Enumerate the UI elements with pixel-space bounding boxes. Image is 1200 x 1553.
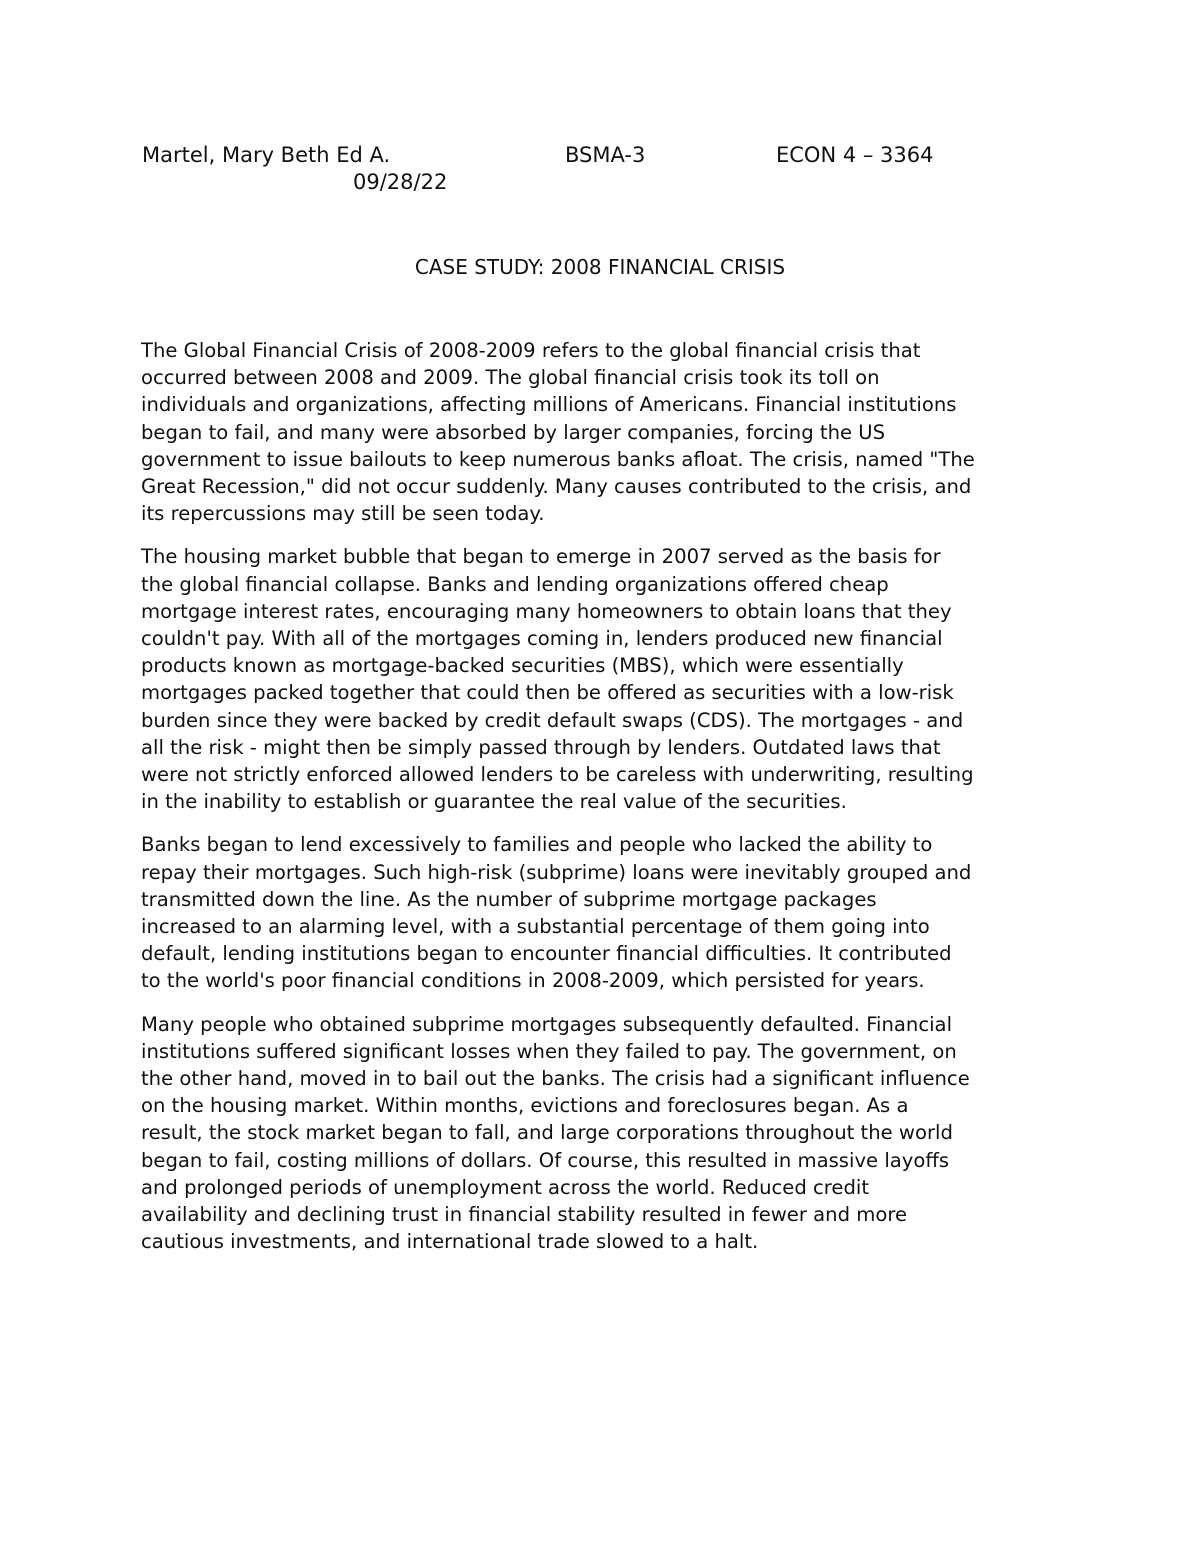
paragraph-line: Banks began to lend excessively to families and people who lacked the ability to	[141, 833, 933, 857]
submission-date: 09/28/22	[353, 170, 448, 194]
subject-code: ECON 4 – 3364	[776, 143, 934, 167]
paragraph-line: cautious investments, and international trade slowed to a halt.	[141, 1230, 759, 1254]
paragraph-line: began to fail, and many were absorbed by larger companies, forcing the US	[141, 420, 886, 444]
document-title: CASE STUDY: 2008 FINANCIAL CRISIS	[414, 255, 786, 279]
student-name: Martel, Mary Beth Ed A.	[142, 143, 391, 167]
header-line	[142, 140, 1062, 170]
paragraph-line: occurred between 2008 and 2009. The global financial crisis took its toll on	[141, 366, 880, 390]
paragraph-line: on the housing market. Within months, evictions and foreclosures began. As a	[141, 1094, 909, 1118]
paragraph-line: increased to an alarming level, with a substantial percentage of them going into	[141, 915, 930, 939]
paragraph-line: and prolonged periods of unemployment across the world. Reduced credit	[141, 1175, 870, 1199]
paragraph-line: all the risk - might then be simply passed through by lenders. Outdated laws that	[141, 735, 941, 759]
paragraph-line: mortgage interest rates, encouraging many homeowners to obtain loans that they	[141, 599, 952, 623]
paragraph-line: began to fail, costing millions of dollars. Of course, this resulted in massive layoffs	[141, 1148, 950, 1172]
paragraph-line: were not strictly enforced allowed lenders to be careless with underwriting, resulting	[141, 763, 974, 787]
paragraph-line: products known as mortgage-backed securities (MBS), which were essentially	[141, 654, 904, 678]
paragraph-line: repay their mortgages. Such high-risk (subprime) loans were inevitably grouped and	[141, 860, 972, 884]
paragraph-line: transmitted down the line. As the number of subprime mortgage packages	[141, 887, 877, 911]
paragraph-line: The Global Financial Crisis of 2008-2009 refers to the global financial crisis that	[141, 339, 921, 362]
paragraph-line: default, lending institutions began to encounter financial difficulties. It contributed	[141, 942, 952, 966]
paragraph-line: the other hand, moved in to bail out the banks. The crisis had a significant influence	[141, 1067, 970, 1091]
paragraph-line: couldn't pay. With all of the mortgages coming in, lenders produced new financial	[141, 627, 943, 651]
paragraph-4	[141, 1011, 1071, 1256]
paragraph-line: availability and declining trust in financial stability resulted in fewer and more	[141, 1203, 907, 1227]
paragraph-line: individuals and organizations, affecting millions of Americans. Financial institutions	[141, 393, 957, 417]
paragraph-line: the global financial collapse. Banks and lending organizations offered cheap	[141, 572, 889, 596]
paragraph-3	[141, 831, 1071, 994]
course-section: BSMA-3	[565, 143, 646, 167]
paragraph-line: burden since they were backed by credit default swaps (CDS). The mortgages - and	[141, 708, 964, 732]
paragraph-2	[141, 543, 1071, 815]
paragraph-line: mortgages packed together that could then be offered as securities with a low-risk	[141, 681, 954, 705]
document-body	[141, 337, 1071, 1272]
paragraph-line: The housing market bubble that began to emerge in 2007 served as the basis for	[141, 545, 941, 569]
paragraph-line: institutions suffered significant losses when they failed to pay. The government, on	[141, 1039, 957, 1063]
paragraph-line: government to issue bailouts to keep numerous banks afloat. The crisis, named "The	[141, 447, 975, 471]
paragraph-line: Great Recession," did not occur suddenly. Many causes contributed to the crisis, and	[141, 475, 972, 499]
paragraph-line: Many people who obtained subprime mortgages subsequently defaulted. Financial	[141, 1012, 953, 1036]
paragraph-line: in the inability to establish or guarantee the real value of the securities.	[141, 790, 847, 814]
paragraph-1	[141, 337, 1071, 527]
paragraph-line: to the world's poor financial conditions in 2008-2009, which persisted for years.	[141, 969, 925, 993]
paragraph-line: result, the stock market began to fall, and large corporations throughout the world	[141, 1121, 953, 1145]
paragraph-line: its repercussions may still be seen today.	[141, 502, 545, 526]
